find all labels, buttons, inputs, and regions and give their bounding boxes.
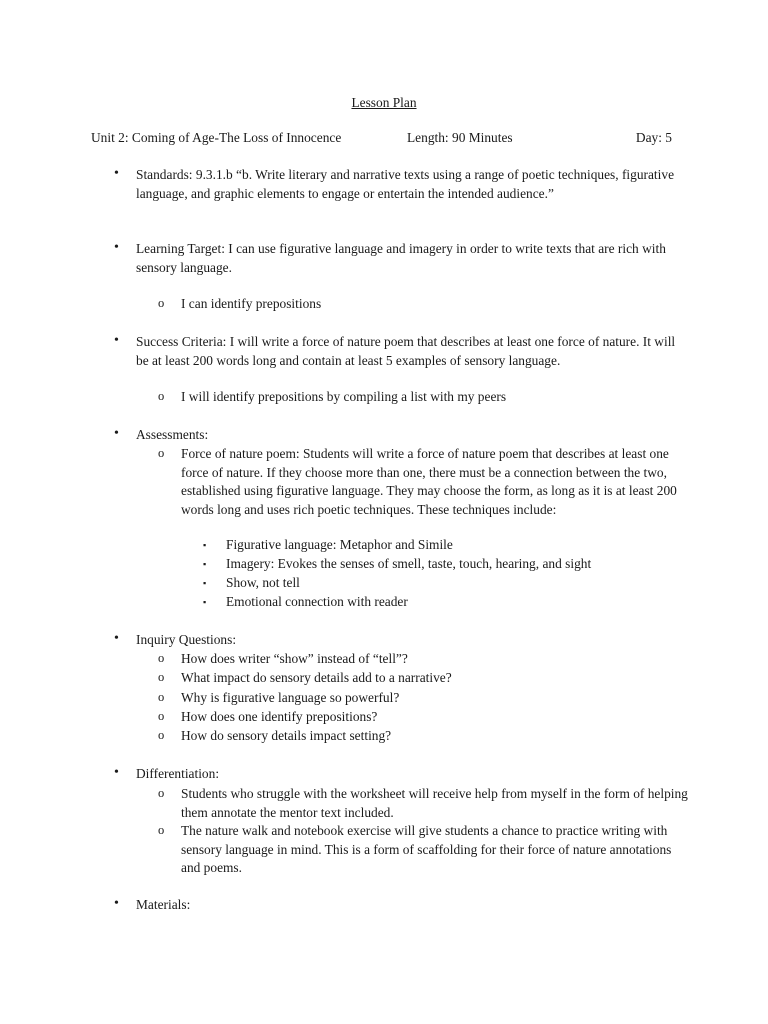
standards-text: Standards: 9.3.1.b “b. Write literary and narrative texts using a range of poetic techniques, figurative language, and graphic elements to engage or entertain the intended audience.” [136, 167, 675, 201]
differentiation-item [114, 765, 691, 784]
bullet-marker: • [114, 166, 119, 181]
technique-item: ▪ Show, not tell [226, 574, 691, 593]
bullet-marker: • [114, 426, 119, 441]
success-criteria-item [114, 333, 691, 370]
circle-marker: o [158, 709, 165, 723]
bullet-marker: • [114, 631, 119, 646]
inquiry-question: o What impact do sensory details add to a narrative? [158, 670, 452, 685]
differentiation-label: Differentiation: [136, 766, 220, 781]
materials-label: Materials: [136, 897, 191, 912]
differentiation-subitem: o The nature walk and notebook exercise will give students a chance to practice writing with sensory language in mind. This is a form of scaffolding for their force of nature annotations and poems. [158, 823, 672, 876]
square-marker: ▪ [203, 540, 207, 550]
circle-marker: o [158, 823, 165, 837]
circle-marker: o [158, 786, 165, 800]
learning-target-text: Learning Target: I can use figurative language and imagery in order to write texts that are rich with sensory language. [136, 241, 666, 275]
circle-marker: o [158, 690, 165, 704]
circle-marker: o [158, 728, 165, 742]
page-title: Lesson Plan [351, 95, 417, 110]
inquiry-questions-item [114, 631, 691, 650]
bullet-marker: • [114, 896, 119, 911]
inquiry-question: o How does writer “show” instead of “tell”? [158, 651, 408, 666]
circle-marker: o [158, 670, 165, 684]
inquiry-label: Inquiry Questions: [136, 632, 237, 647]
square-marker: ▪ [203, 559, 207, 569]
unit-label: Unit 2: Coming of Age-The Loss of Innocence [91, 130, 342, 145]
learning-target-item [114, 240, 691, 277]
inquiry-question: o How do sensory details impact setting? [158, 728, 392, 743]
assessment-force-of-nature: o Force of nature poem: Students will write a force of nature poem that describes at least one force of nature. If they choose more than one, there must be a connection between the two, established using figurative language. They may choose the form, as long as it is at least 200 words long and uses rich poetic techniques. These techniques include: [158, 446, 677, 518]
inquiry-question: o Why is figurative language so powerful? [158, 690, 400, 705]
success-criteria-text: Success Criteria: I will write a force of nature poem that describes at least one force of nature. It will be at least 200 words long and contain at least 5 examples of sensory language. [136, 334, 676, 368]
success-criteria-subitem: o I will identify prepositions by compiling a list with my peers [158, 389, 507, 404]
technique-item: ▪ Emotional connection with reader [226, 593, 691, 612]
bullet-marker: • [114, 240, 119, 255]
circle-marker: o [158, 389, 165, 403]
bullet-marker: • [114, 765, 119, 780]
assessments-item [114, 426, 691, 445]
circle-marker: o [158, 651, 165, 665]
learning-target-subitem: o I can identify prepositions [158, 296, 322, 311]
materials-item [114, 896, 691, 915]
circle-marker: o [158, 296, 165, 310]
bullet-marker: • [114, 333, 119, 348]
technique-item: ▪ Figurative language: Metaphor and Simile [226, 536, 691, 555]
square-marker: ▪ [203, 578, 207, 588]
square-marker: ▪ [203, 597, 207, 607]
assessments-label: Assessments: [136, 427, 209, 442]
standards-item [114, 166, 691, 203]
length-label: Length: 90 Minutes [407, 130, 513, 145]
technique-item: ▪ Imagery: Evokes the senses of smell, taste, touch, hearing, and sight [226, 555, 691, 574]
circle-marker: o [158, 446, 165, 460]
inquiry-question: o How does one identify prepositions? [158, 709, 378, 724]
day-label: Day: 5 [635, 130, 672, 145]
differentiation-subitem: o Students who struggle with the worksheet will receive help from myself in the form of helping them annotate the mentor text included. [158, 786, 688, 820]
